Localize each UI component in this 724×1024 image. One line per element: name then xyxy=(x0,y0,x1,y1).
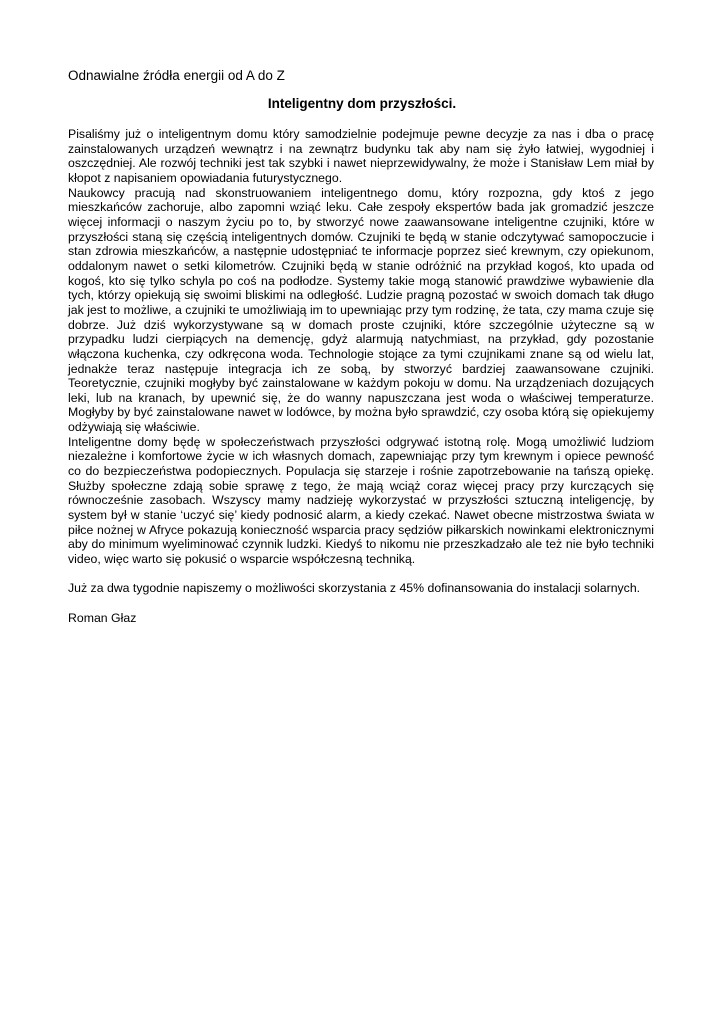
paragraph-sensors: Naukowcy pracują nad skonstruowaniem inteligentnego domu, który rozpozna, gdy ktoś z jego mieszkańców zachoruje, albo zapomni wziąć leku. Całe zespoły ekspertów bada jak gromadzić jeszcze więcej informacji o naszym życiu po to, by stworzyć nowe zaawansowane inteligentne czujniki, które w przyszłości staną się częścią inteligentnych domów. Czujniki te będą w stanie odczytywać samopoczucie i stan zdrowia mieszkańców, a następnie udostępniać te informacje poprzez sieć krewnym, czy opiekunom, oddalonym nawet o setki kilometrów. Czujniki będą w stanie odróżnić na przykład kogoś, kto upada od kogoś, kto się tylko schyla po coś na podłodze. Systemy takie mogą stanowić prawdziwe wybawienie dla tych, którzy opiekują się swoimi bliskimi na odległość. Ludzie pragną pozostać w swoich domach tak długo jak jest to możliwe, a czujniki te umożliwiają im to upewniając przy tym rodzinę, że tata, czy mama czuje się dobrze. Już dziś wykorzystywane są w domach proste czujniki, które szczególnie użyteczne są w przypadku ludzi cierpiących na demencję, gdyż alarmują natychmiast, na przykład, gdy pozostanie włączona kuchenka, czy odkręcona woda. Technologie stojące za tymi czujnikami znane są od wielu lat, jednakże teraz następuje integracja ich ze sobą, by stworzyć bardziej zaawansowane czujniki. Teoretycznie, czujniki mogłyby być zainstalowane w każdym pokoju w domu. Na urządzeniach dozujących leki, lub na kranach, by upewnić się, że do wanny napuszczana jest woda o właściwej temperaturze. Mogłyby by być zainstalowane nawet w lodówce, by można było sprawdzić, czy osoba którą się opiekujemy odżywiają się właściwie. xyxy=(68,185,654,435)
paragraph-future: Inteligentne domy będę w społeczeństwach przyszłości odgrywać istotną rolę. Mogą umożliwić ludziom niezależne i komfortowe życie w ich własnych domach, zapewniając przy tym krewnym i opiece pewność co do bezpieczeństwa podopiecznych. Populacja się starzeje i rośnie zapotrzebowanie na tańszą opiekę. Służby społeczne zdają sobie sprawę z tego, że mają wciąż coraz więcej pracy przy kurczących się równocześnie zasobach. Wszyscy mamy nadzieję wykorzystać w przyszłości sztuczną inteligencję, by system był w stanie ‘uczyć się’ kiedy podnosić alarm, a kiedy czekać. Nawet obecne mistrzostwa świata w piłce nożnej w Afryce pokazują konieczność wsparcia pracy sędziów piłkarskich nowinkami elektronicznymi aby do minimum wyeliminować czynnik ludzki. Kiedyś to nikomu nie przeszkadzało ale też nie było techniki video, więc warto się pokusić o wsparcie współczesną techniką. xyxy=(68,434,654,567)
author-signature: Roman Głaz xyxy=(68,610,137,625)
announcement-text: Już za dwa tygodnie napiszemy o możliwości skorzystania z 45% dofinansowania do instalacji solarnych. xyxy=(68,581,641,596)
article-title: Inteligentny dom przyszłości. xyxy=(267,96,457,111)
paragraph-intro: Pisaliśmy już o inteligentnym domu który samodzielnie podejmuje pewne decyzje za nas i dba o pracę zainstalowanych urządzeń wewnątrz i na zewnątrz budynku tak aby nam się żyło łatwiej, wygodniej i oszczędniej. Ale rozwój techniki jest tak szybki i nawet nieprzewidywalny, że może i Stanisław Lem miał by kłopot z napisaniem opowiadania futurystycznego. xyxy=(68,127,654,185)
article-body xyxy=(68,127,654,625)
document-header: Odnawialne źródła energii od A do Z xyxy=(68,68,285,83)
